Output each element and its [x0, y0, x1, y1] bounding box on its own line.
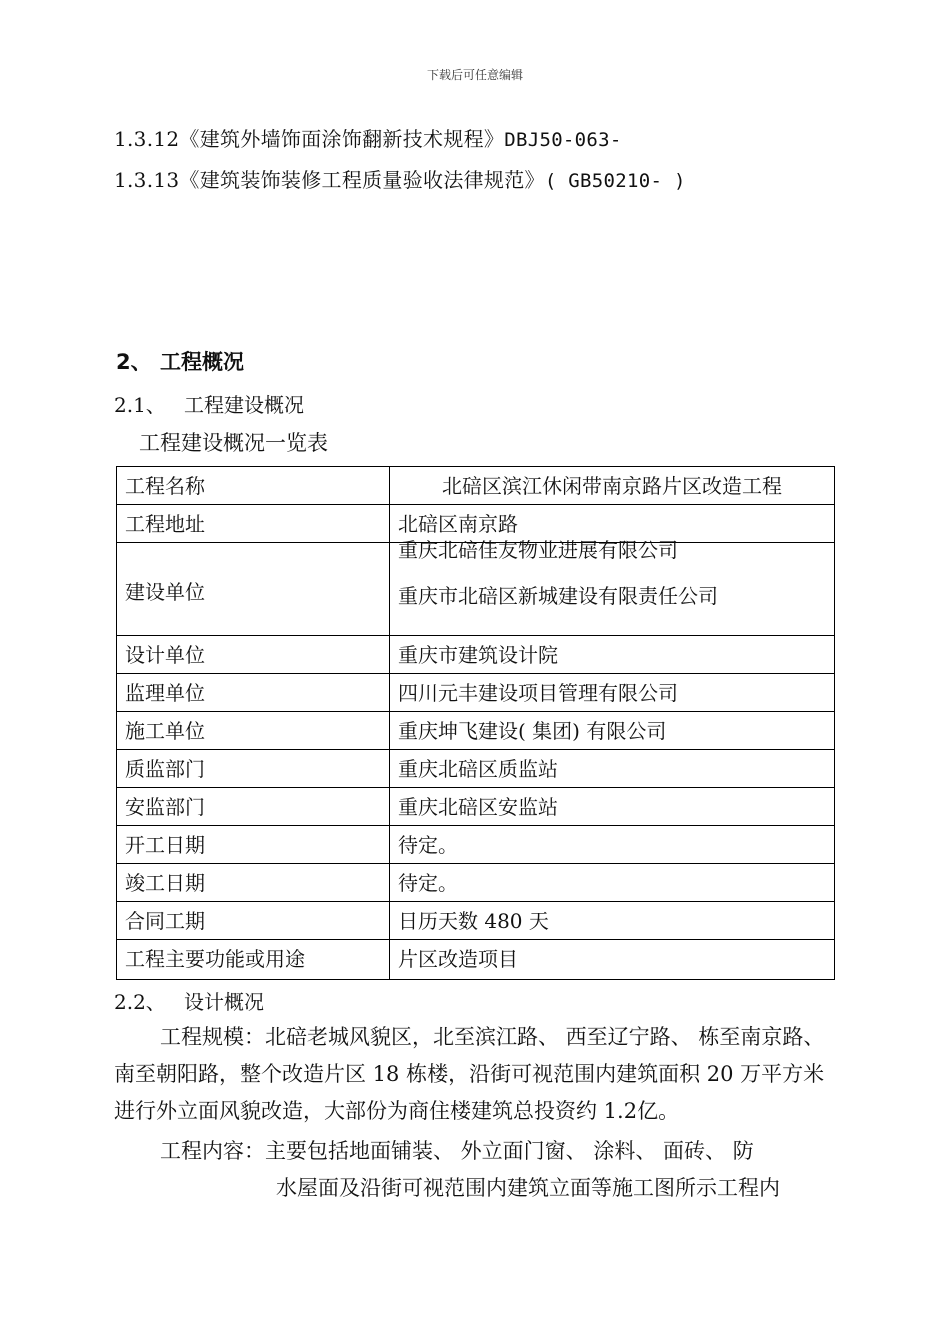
table-row: [117, 543, 835, 636]
subsection-number: 2.2、: [114, 990, 166, 1014]
table-value-cell: 片区改造项目: [390, 940, 835, 980]
table-label-cell: 设计单位: [117, 636, 390, 674]
reference-item: [114, 164, 686, 193]
table-row: [117, 636, 835, 674]
table-value-line: 重庆北碚佳友物业进展有限公司: [398, 538, 678, 562]
page-header: 下载后可任意编辑: [426, 68, 523, 82]
table-value-cell: 北碚区南京路: [390, 505, 835, 543]
reference-code: ( GB50210- ): [544, 170, 686, 192]
table-row: [117, 712, 835, 750]
overview-table: [116, 466, 835, 980]
table-value-cell: 四川元丰建设项目管理有限公司: [390, 674, 835, 712]
subsection-title: 工程建设概况: [184, 393, 304, 417]
table-label-cell: 工程主要功能或用途: [117, 940, 390, 980]
content-paragraph-line: 工程内容：主要包括地面铺装、 外立面门窗、 涂料、 面砖、 防: [160, 1139, 754, 1163]
reference-number: 1.3.13: [114, 168, 180, 192]
subsection-heading: [114, 389, 304, 418]
table-label-cell: 施工单位: [117, 712, 390, 750]
table-row: [117, 826, 835, 864]
table-label-cell: 竣工日期: [117, 864, 390, 902]
subsection-heading: [114, 986, 264, 1015]
table-label-cell: 工程地址: [117, 505, 390, 543]
table-value-cell: 北碚区滨江休闲带南京路片区改造工程: [390, 467, 835, 505]
table-label-cell: 安监部门: [117, 788, 390, 826]
table-caption: 工程建设概况一览表: [139, 431, 328, 455]
reference-title: 《建筑装饰装修工程质量验收法律规范》: [179, 168, 545, 192]
table-label-cell: 合同工期: [117, 902, 390, 940]
table-row: [117, 902, 835, 940]
table-value-cell: 重庆北碚区质监站: [390, 750, 835, 788]
subsection-title: 设计概况: [184, 990, 264, 1014]
table-value-cell: 日历天数 480 天: [390, 902, 835, 940]
scale-paragraph: 工程规模：北碚老城风貌区，北至滨江路、 西至辽宁路、 栋至南京路、 南至朝阳路，整个改造片区 18 栋楼，沿街可视范围内建筑面积 20 万平方米进行外立面风貌改造，大部份为商住楼建筑总投资约 1.2亿。: [114, 1025, 825, 1123]
table-value-line: 重庆市北碚区新城建设有限责任公司: [398, 584, 718, 608]
table-row: [117, 788, 835, 826]
section-title: 工程概况: [160, 350, 244, 374]
section-heading: [116, 346, 244, 376]
subsection-number: 2.1、: [114, 393, 166, 417]
section-number: 2、: [116, 350, 152, 374]
table-label-cell: 建设单位: [117, 543, 390, 636]
table-row: [117, 750, 835, 788]
table-value-cell: [390, 538, 835, 636]
content-paragraph-line: 水屋面及沿街可视范围内建筑立面等施工图所示工程内: [276, 1176, 780, 1200]
reference-title: 《建筑外墙饰面涂饰翻新技术规程》: [179, 127, 505, 151]
table-label-cell: 开工日期: [117, 826, 390, 864]
table-row: [117, 674, 835, 712]
table-row: [117, 467, 835, 505]
table-value-cell: 待定。: [390, 864, 835, 902]
table-value-cell: 重庆市建筑设计院: [390, 636, 835, 674]
table-label-cell: 质监部门: [117, 750, 390, 788]
body-text: [114, 1019, 840, 1207]
table-value-cell: 重庆北碚区安监站: [390, 788, 835, 826]
table-value-cell: 重庆坤飞建设( 集团) 有限公司: [390, 712, 835, 750]
reference-code: DBJ50-063-: [504, 129, 622, 151]
table-label-cell: 工程名称: [117, 467, 390, 505]
table-row: [117, 864, 835, 902]
table-row: [117, 940, 835, 980]
table-value-cell: 待定。: [390, 826, 835, 864]
reference-number: 1.3.12: [114, 127, 180, 151]
table-label-cell: 监理单位: [117, 674, 390, 712]
reference-item: [114, 123, 622, 152]
